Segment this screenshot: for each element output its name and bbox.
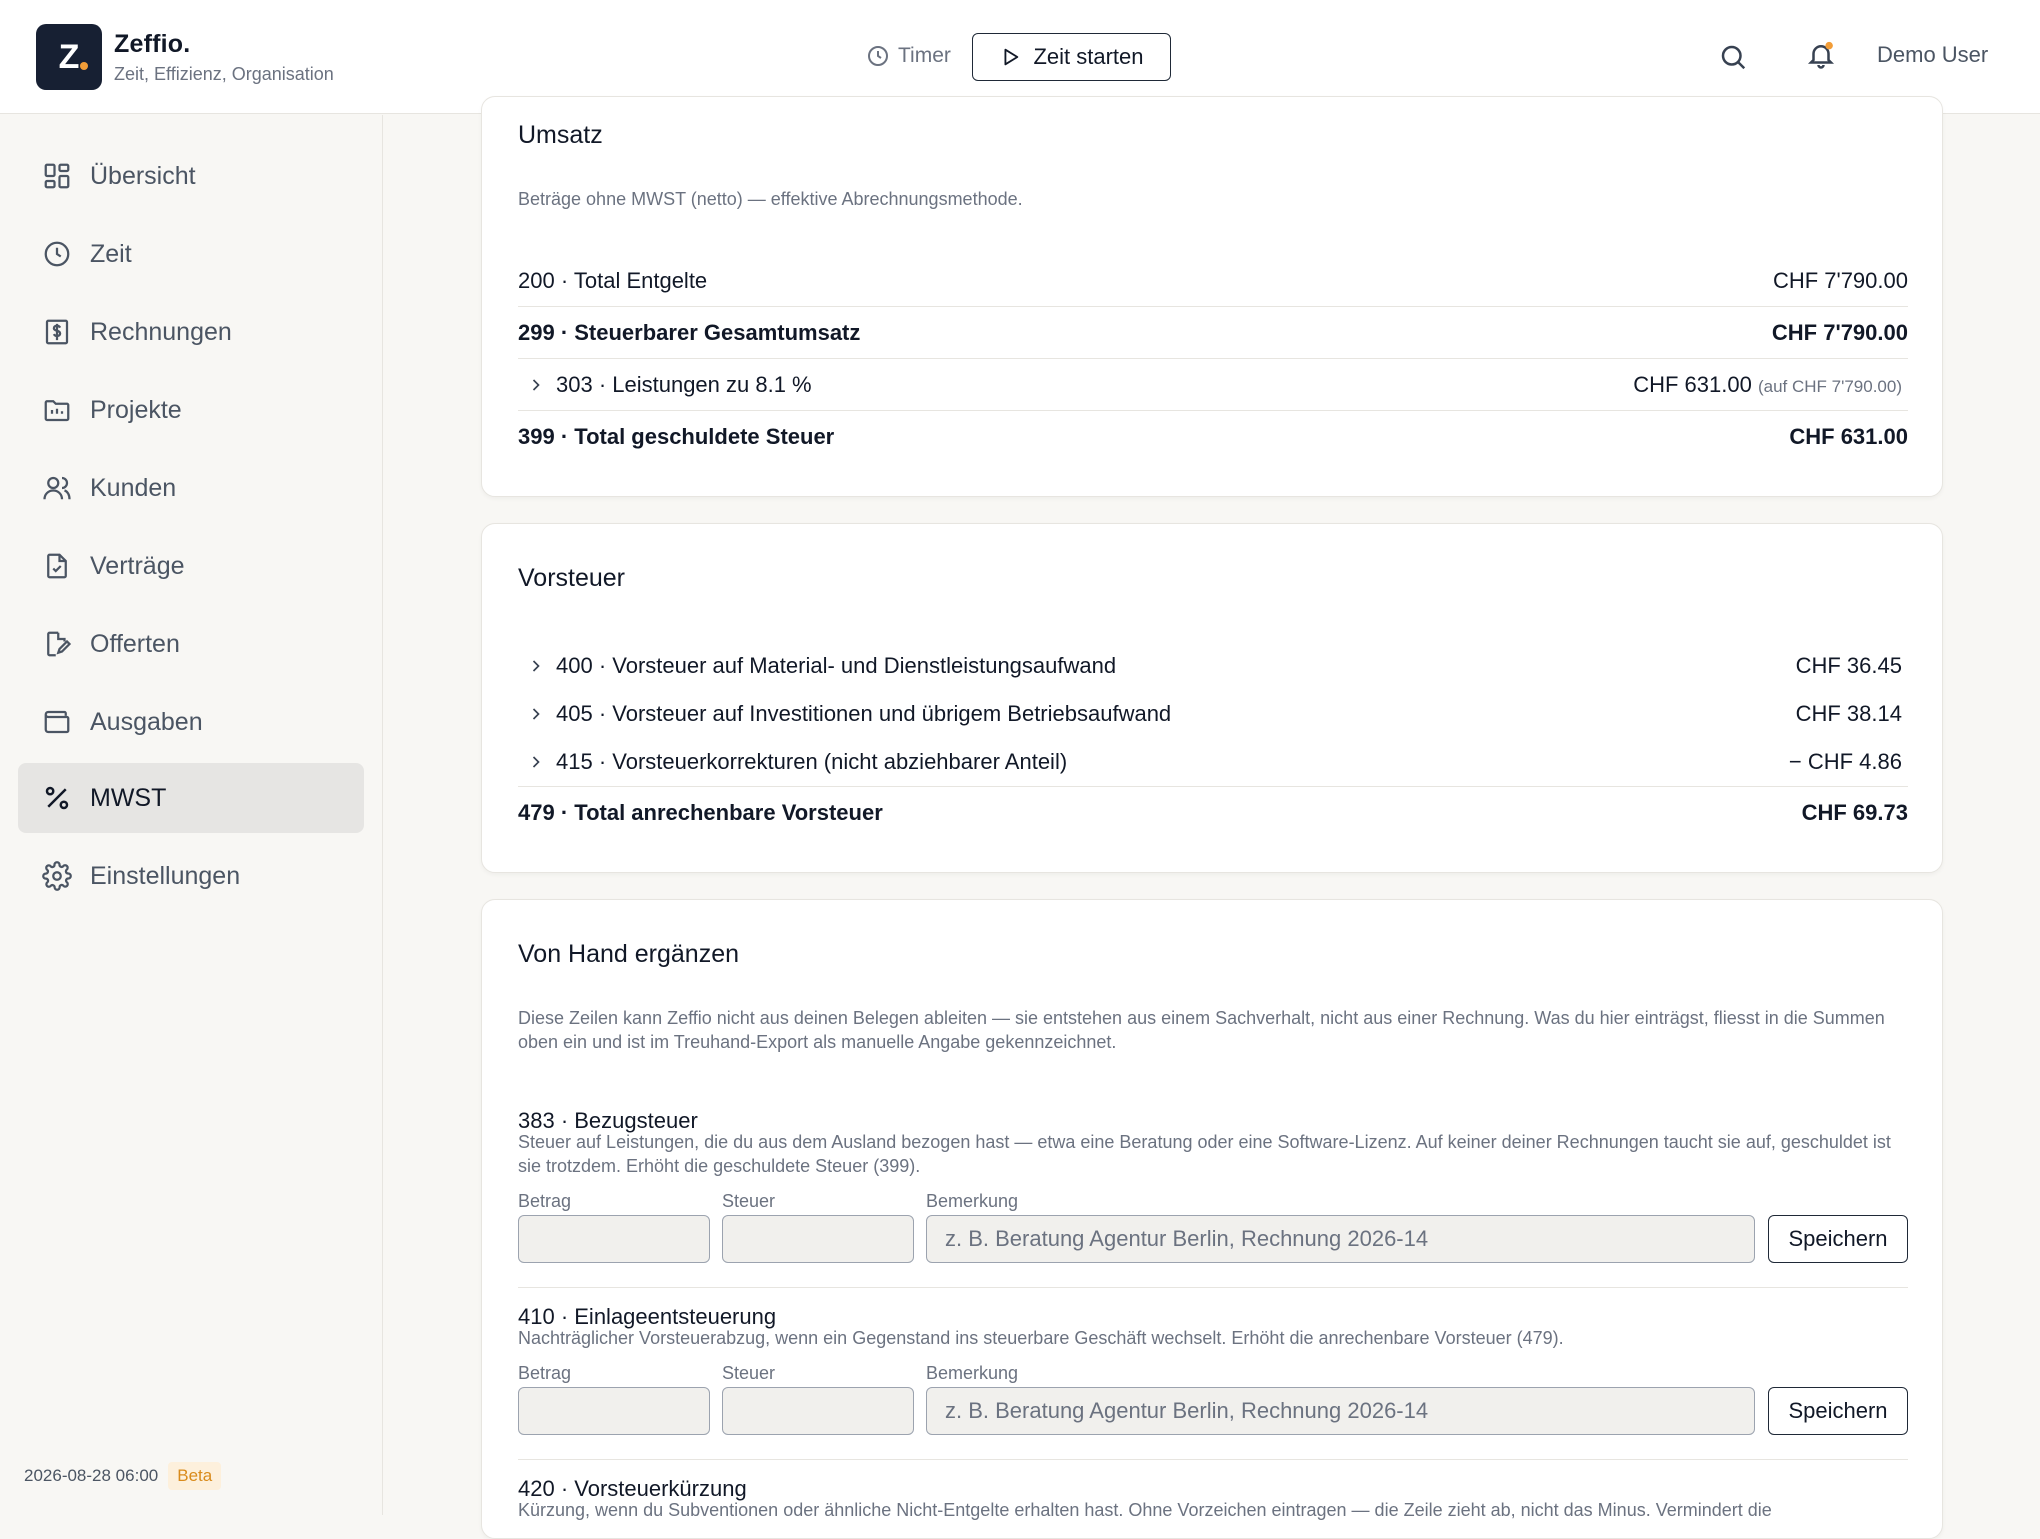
offer-icon <box>42 629 72 659</box>
row-label: 405 · Vorsteuer auf Investitionen und übrigem Betriebsaufwand <box>556 701 1172 726</box>
row-amount: CHF 631.00 <box>1789 424 1908 449</box>
amount-input-410[interactable] <box>518 1387 710 1435</box>
footer-datetime: 2026-08-28 06:00 <box>24 1466 159 1485</box>
users-icon <box>42 473 72 503</box>
sidebar-item-label: Verträge <box>90 551 185 580</box>
manual-description: Diese Zeilen kann Zeffio nicht aus deinen Belegen ableiten — sie entstehen aus einem Sachverhalt, nicht aus einer Rechnung. Was du hier einträgst, fliesst in die Summen oben ein und ist im Treuhand-Export als manuelle Angabe gekennzeichnet. <box>518 1008 1885 1052</box>
amount-label: Betrag <box>518 1191 572 1211</box>
sidebar-footer <box>24 1462 221 1490</box>
chevron-right-icon[interactable] <box>526 656 546 676</box>
sidebar-item-label: Ausgaben <box>90 707 203 736</box>
remark-label: Bemerkung <box>926 1363 1019 1383</box>
row-label: 479 · Total anrechenbare Vorsteuer <box>518 800 883 825</box>
field-title-410: 410 · Einlageentsteuerung <box>518 1304 777 1329</box>
sidebar-item-projekte[interactable] <box>18 375 364 445</box>
beta-badge: Beta <box>168 1462 221 1490</box>
umsatz-row-299 <box>518 307 1908 359</box>
logo-letter: Z <box>58 38 80 76</box>
remark-input-410[interactable] <box>926 1387 1755 1435</box>
sidebar-item-label: Übersicht <box>90 161 196 190</box>
vorsteuer-row-405[interactable] <box>518 690 1908 738</box>
tax-input-410[interactable] <box>722 1387 914 1435</box>
sidebar <box>0 115 383 1515</box>
logo-accent-dot <box>80 62 88 70</box>
tax-input-383[interactable] <box>722 1215 914 1263</box>
row-label: 303 · Leistungen zu 8.1 % <box>556 371 812 397</box>
wallet-icon <box>42 707 72 737</box>
row-amount: CHF 38.14 <box>1795 701 1902 726</box>
remark-input-383[interactable] <box>926 1215 1755 1263</box>
sidebar-item-label: Zeit <box>90 239 132 268</box>
manual-entry-card <box>481 899 1943 1539</box>
save-button-383[interactable]: Speichern <box>1768 1215 1908 1263</box>
umsatz-row-200 <box>518 255 1908 307</box>
gear-icon <box>42 861 72 891</box>
row-amount: CHF 69.73 <box>1801 800 1908 825</box>
row-amount: CHF 7'790.00 <box>1772 267 1908 293</box>
invoice-icon <box>42 317 72 347</box>
sidebar-item-label: Einstellungen <box>90 861 241 890</box>
sidebar-item-vertraege[interactable] <box>18 531 364 601</box>
row-label: 200 · Total Entgelte <box>518 267 708 293</box>
tax-label: Steuer <box>722 1191 776 1211</box>
search-icon[interactable] <box>1718 42 1748 72</box>
umsatz-row-399 <box>518 411 1908 463</box>
sidebar-item-zeit[interactable] <box>18 219 364 289</box>
row-label: 399 · Total geschuldete Steuer <box>518 424 835 449</box>
vorsteuer-title: Vorsteuer <box>518 564 626 592</box>
percent-icon <box>42 783 72 813</box>
row-amount: CHF 631.00 <box>1633 371 1752 397</box>
amount-input-383[interactable] <box>518 1215 710 1263</box>
field-help-410: Nachträglicher Vorsteuerabzug, wenn ein Gegenstand ins steuerbare Geschäft wechselt. Erhöht die anrechenbare Vorsteuer (479). <box>518 1328 1564 1348</box>
chevron-right-icon[interactable] <box>526 704 546 724</box>
umsatz-card <box>481 96 1943 497</box>
row-label: 415 · Vorsteuerkorrekturen (nicht abziehbarer Anteil) <box>556 749 1068 774</box>
vorsteuer-row-400[interactable] <box>518 642 1908 690</box>
sidebar-item-mwst[interactable] <box>18 763 364 833</box>
tax-label: Steuer <box>722 1363 776 1383</box>
vorsteuer-card <box>481 523 1943 873</box>
field-title-420: 420 · Vorsteuerkürzung <box>518 1476 747 1501</box>
bell-icon[interactable] <box>1806 40 1836 70</box>
save-button-410[interactable]: Speichern <box>1768 1387 1908 1435</box>
row-amount: CHF 36.45 <box>1795 653 1902 678</box>
folder-icon <box>42 395 72 425</box>
row-amount: − CHF 4.86 <box>1788 749 1902 774</box>
chevron-right-icon[interactable] <box>526 752 546 772</box>
user-menu[interactable]: Demo User <box>1877 42 1989 67</box>
dashboard-icon <box>42 161 72 191</box>
field-title-383: 383 · Bezugsteuer <box>518 1108 698 1133</box>
chevron-right-icon[interactable] <box>526 375 546 395</box>
clock-icon <box>866 44 890 68</box>
amount-label: Betrag <box>518 1363 572 1383</box>
sidebar-item-ausgaben[interactable] <box>18 687 364 757</box>
sidebar-item-label: Projekte <box>90 395 182 424</box>
field-divider <box>518 1287 1908 1288</box>
brand-tagline: Zeit, Effizienz, Organisation <box>114 64 334 84</box>
sidebar-item-label: Rechnungen <box>90 317 232 346</box>
row-amount: CHF 7'790.00 <box>1771 319 1908 345</box>
sidebar-item-uebersicht[interactable] <box>18 141 364 211</box>
field-help-383: Steuer auf Leistungen, die du aus dem Ausland bezogen hast — etwa eine Beratung oder eine Software-Lizenz. Auf keiner deiner Rechnungen taucht sie auf, geschuldet ist sie trotzdem. Erhöht die geschuldete Steuer (399). <box>518 1132 1891 1176</box>
sidebar-item-label: MWST <box>90 783 167 812</box>
row-label: 299 · Steuerbarer Gesamtumsatz <box>518 319 861 345</box>
sidebar-item-rechnungen[interactable] <box>18 297 364 367</box>
timer-link[interactable] <box>866 38 951 74</box>
contract-icon <box>42 551 72 581</box>
clock-icon <box>42 239 72 269</box>
sidebar-item-einstellungen[interactable] <box>18 841 364 911</box>
app-logo[interactable] <box>36 24 102 90</box>
remark-label: Bemerkung <box>926 1191 1019 1211</box>
timer-label: Timer <box>898 44 951 67</box>
umsatz-title: Umsatz <box>518 121 603 149</box>
brand-name: Zeffio. <box>114 30 191 58</box>
field-help-420: Kürzung, wenn du Subventionen oder ähnliche Nicht-Entgelte erhalten hast. Ohne Vorzeichen eintragen — die Zeile zieht ab, nicht das Minus. Vermindert die <box>518 1500 1772 1520</box>
sidebar-item-label: Offerten <box>90 629 180 658</box>
field-divider <box>518 1459 1908 1460</box>
start-timer-label: Zeit starten <box>1033 44 1144 69</box>
play-icon <box>999 46 1021 68</box>
umsatz-description: Beträge ohne MWST (netto) — effektive Abrechnungsmethode. <box>518 189 1023 209</box>
manual-title: Von Hand ergänzen <box>518 940 740 968</box>
row-label: 400 · Vorsteuer auf Material- und Dienstleistungsaufwand <box>556 653 1117 678</box>
start-timer-button[interactable] <box>972 33 1171 81</box>
vorsteuer-row-415[interactable] <box>518 738 1908 787</box>
row-amount-note: (auf CHF 7'790.00) <box>1757 376 1902 396</box>
sidebar-item-label: Kunden <box>90 473 177 502</box>
umsatz-row-303[interactable] <box>518 359 1908 411</box>
sidebar-item-kunden[interactable] <box>18 453 364 523</box>
sidebar-item-offerten[interactable] <box>18 609 364 679</box>
vorsteuer-row-479 <box>518 787 1908 839</box>
